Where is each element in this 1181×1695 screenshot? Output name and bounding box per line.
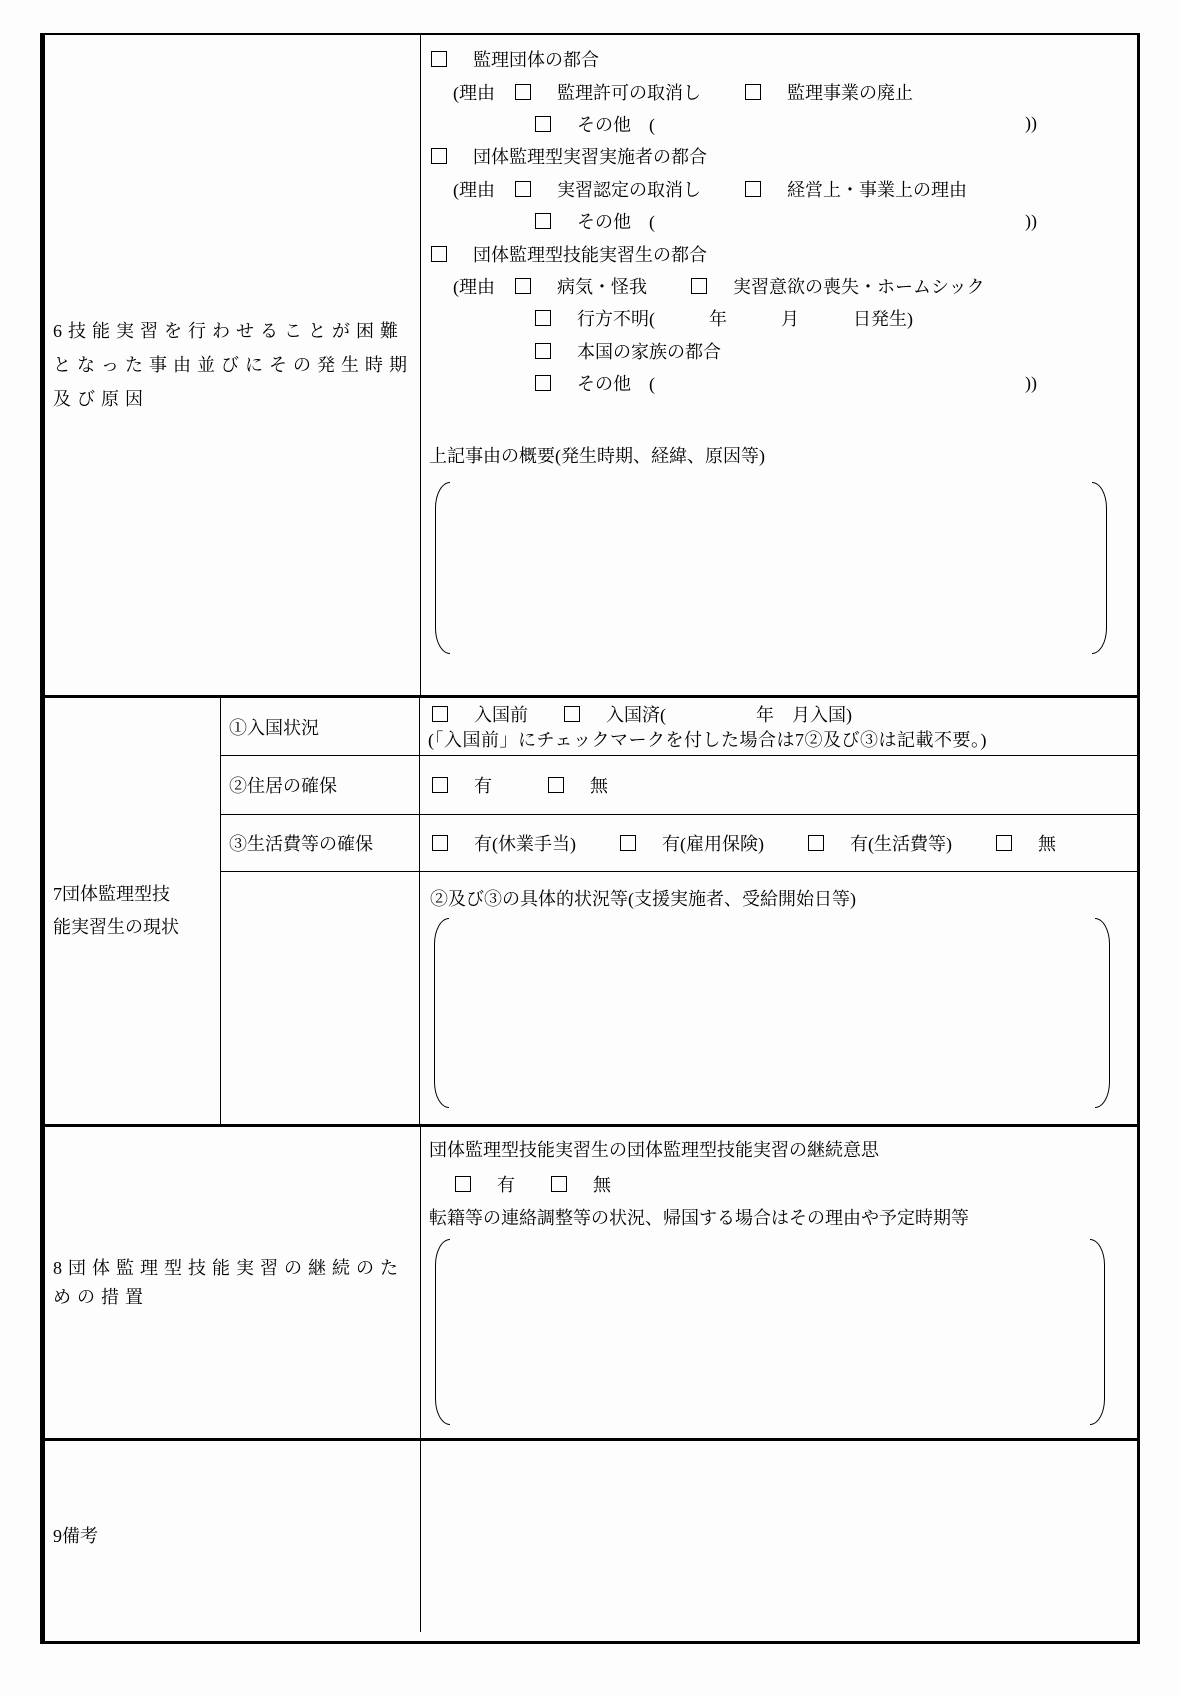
row-7-label-line-2: 能実習生の現状 [53,917,179,937]
jisshu-nintei-torikeshi-label: 実習認定の取消し [557,179,701,200]
living-expenses-content [420,815,1137,871]
kanri-jigyo-haishi-label: 監理事業の廃止 [787,82,913,103]
option-jisshusei [421,237,1137,269]
row-7-label-line-1: 7団体監理型技 [53,884,170,904]
byoki-kega-checkbox[interactable] [515,278,531,294]
seikatsuhi-koyo-checkbox[interactable] [620,835,636,851]
bracket-left-icon [435,482,450,654]
hongoku-kazoku-label: 本国の家族の都合 [577,341,721,362]
jukyo-ari-label: 有 [474,776,492,796]
transfer-status-title: 転籍等の連絡調整等の状況、帰国する場合はその理由や予定時期等 [429,1208,969,1228]
reason-prefix: (理由 [453,179,495,200]
bracket-left-icon [434,918,449,1108]
bracket-right-icon [1090,1239,1105,1425]
nyukoku-zumi-label: 入国済( 年 月入国) [606,705,852,725]
jisshisha-sonota-label: その他 ( [577,212,655,233]
continuation-intent-options [421,1167,1137,1201]
row-8-label-line-1: 8団体監理型技能実習の継続のた [53,1257,404,1278]
jisshusei-sonota-checkbox[interactable] [535,375,551,391]
keizoku-ari-label: 有 [497,1175,515,1195]
jisshusei-tsugou-checkbox[interactable] [431,246,447,262]
jisshisha-other-line [421,205,1137,237]
kanri-jigyo-haishi-checkbox[interactable] [745,84,761,100]
living-expenses-label-text: ③生活費等の確保 [229,834,373,854]
row-6-label-line-3: 及び原因 [53,389,149,409]
entry-status-note: (「入国前」にチェックマークを付した場合は7②及び③は記載不要。) [428,730,987,750]
keizoku-ari-checkbox[interactable] [455,1176,471,1192]
row-7-subtable [221,698,1137,1124]
seikatsuhi-nashi-label: 無 [1038,834,1056,854]
seikatsuhi-seikatsu-label: 有(生活費等) [850,834,952,854]
jisshusei-sonota-label: その他 ( [577,374,655,395]
row-6-label-line-2: となった事由並びにその発生時期 [53,355,413,375]
jisshisha-sonota-checkbox[interactable] [535,213,551,229]
subrow-housing [221,756,1137,815]
hongoku-kazoku-line [421,335,1137,367]
kanri-dantai-checkbox[interactable] [431,51,447,67]
keiei-jigyo-riyu-label: 経営上・事業上の理由 [787,179,967,200]
row-9-remarks [45,1441,1137,1632]
iyoku-soshitsu-checkbox[interactable] [691,278,707,294]
continuation-intent-title: 団体監理型技能実習生の団体監理型技能実習の継続意思 [429,1140,879,1160]
row-9-label [45,1441,421,1632]
byoki-kega-label: 病気・怪我 [557,276,647,297]
nyukoku-mae-label: 入国前 [474,705,528,725]
details-label-empty [221,872,420,1124]
jisshu-nintei-torikeshi-checkbox[interactable] [515,181,531,197]
kanri-sonota-checkbox[interactable] [535,116,551,132]
jukyo-nashi-checkbox[interactable] [548,777,564,793]
yukue-fumei-label: 行方不明( 年 月 日発生) [577,309,913,330]
keiei-jigyo-riyu-checkbox[interactable] [745,181,761,197]
close-parens: )) [1025,210,1037,231]
entry-status-label-text: ①入国状況 [229,717,319,738]
jisshusei-tsugou-label: 団体監理型技能実習生の都合 [473,244,707,265]
close-parens: )) [1025,372,1037,393]
jukyo-nashi-label: 無 [590,776,608,796]
row-6-content [421,35,1137,695]
subrow-living-expenses [221,815,1137,872]
subrow-entry-status [221,698,1137,756]
row-8-label-line-2: めの措置 [53,1286,149,1307]
bracket-left-icon [435,1239,450,1425]
yukue-fumei-line [421,302,1137,334]
bracket-right-icon [1095,918,1110,1108]
kanri-kyoka-torikeshi-label: 監理許可の取消し [557,82,701,103]
kanri-sonota-label: その他 ( [577,114,655,135]
keizoku-nashi-checkbox[interactable] [551,1176,567,1192]
close-parens: )) [1025,113,1037,134]
kanri-kyoka-torikeshi-checkbox[interactable] [515,84,531,100]
kanri-dantai-label: 監理団体の都合 [473,50,599,71]
summary-title: 上記事由の概要(発生時期、経緯、原因等) [429,446,765,467]
seikatsuhi-kyugyo-label: 有(休業手当) [474,834,576,854]
nyukoku-zumi-checkbox[interactable] [564,706,580,722]
jisshusei-other-line [421,367,1137,399]
row-6-difficulty-reason [45,35,1137,698]
housing-content [420,756,1137,814]
kanri-reason-line [421,75,1137,107]
row-7-label [45,698,221,1124]
reason-prefix: (理由 [453,276,495,297]
row-8-label [45,1127,421,1438]
living-expenses-label [221,815,420,871]
yukue-fumei-checkbox[interactable] [535,310,551,326]
nyukoku-mae-checkbox[interactable] [432,706,448,722]
jisshisha-tsugou-label: 団体監理型実習実施者の都合 [473,147,707,168]
entry-status-label [221,698,420,755]
reason-prefix: (理由 [453,82,495,103]
seikatsuhi-seikatsu-checkbox[interactable] [808,835,824,851]
jisshisha-reason-line [421,173,1137,205]
entry-status-content [420,698,1137,755]
entry-status-options [420,701,1137,727]
form-table [40,33,1140,1644]
seikatsuhi-kyugyo-checkbox[interactable] [432,835,448,851]
kanri-other-line [421,108,1137,140]
row-8-content [421,1127,1137,1438]
row-8-status-textarea[interactable] [435,1239,1105,1425]
row-7-trainee-status [45,698,1137,1127]
hongoku-kazoku-checkbox[interactable] [535,343,551,359]
row-9-remarks-area[interactable] [421,1441,1137,1632]
housing-label [221,756,420,814]
seikatsuhi-nashi-checkbox[interactable] [996,835,1012,851]
housing-label-text: ②住居の確保 [229,776,337,796]
row-8-continuation-measures [45,1127,1137,1441]
row-9-label-text: 9備考 [53,1526,98,1546]
row-6-label [45,35,421,695]
row-6-label-line-1: 6技能実習を行わせることが困難 [53,321,404,341]
jisshisha-tsugou-checkbox[interactable] [431,148,447,164]
subrow-details [221,872,1137,1124]
iyoku-soshitsu-label: 実習意欲の喪失・ホームシック [733,276,985,297]
details-title: ②及び③の具体的状況等(支援実施者、受給開始日等) [430,889,856,909]
jisshusei-reason-line [421,270,1137,302]
keizoku-nashi-label: 無 [593,1175,611,1195]
option-kanri-dantai [421,43,1137,75]
seikatsuhi-koyo-label: 有(雇用保険) [662,834,764,854]
jukyo-ari-checkbox[interactable] [432,777,448,793]
option-jisshisha [421,140,1137,172]
row-7-details-textarea[interactable] [434,918,1110,1108]
row-6-summary-textarea[interactable] [435,482,1107,654]
details-content [420,872,1137,1124]
bracket-right-icon [1092,482,1107,654]
